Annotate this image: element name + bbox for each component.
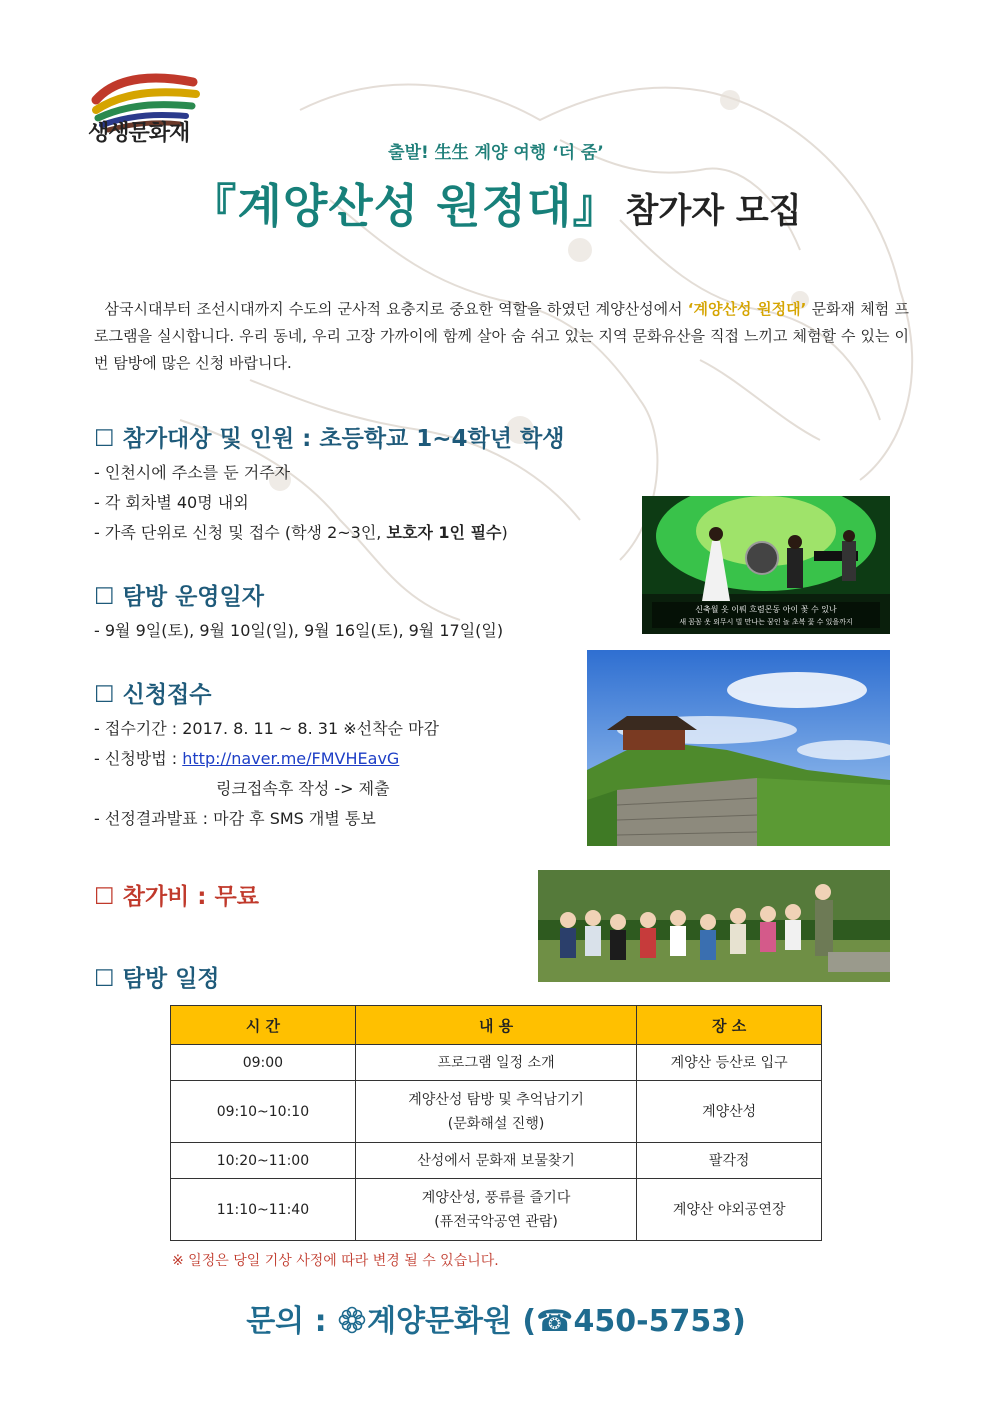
- target-item-2: - 각 회차별 40명 내외: [94, 493, 249, 512]
- table-row: [171, 1045, 822, 1081]
- apply-method: [94, 746, 399, 769]
- apply-result: - 선정결과발표 : 마감 후 SMS 개별 통보: [94, 809, 376, 828]
- row-place: 계양산 야외공연장: [637, 1179, 822, 1241]
- row-place: 계양산 등산로 입구: [637, 1045, 822, 1081]
- section-heading-schedule: ☐ 탐방 일정: [94, 966, 220, 992]
- contact-line: [0, 1296, 992, 1340]
- photo-children-group-tour: [538, 870, 890, 982]
- row-content-line-2: (문화해설 진행): [447, 1115, 545, 1132]
- row-content-line-1: 계양산성 탐방 및 추억남기기: [408, 1091, 584, 1108]
- table-header-row: [171, 1006, 822, 1045]
- table-row: [171, 1143, 822, 1179]
- apply-period: - 접수기간 : 2017. 8. 11 ~ 8. 31 ※선착순 마감: [94, 719, 439, 738]
- row-content: 프로그램 일정 소개: [355, 1045, 636, 1081]
- apply-link[interactable]: http://naver.me/FMVHEavG: [182, 749, 400, 768]
- row-content: [355, 1179, 636, 1241]
- intro-paragraph: [94, 296, 909, 377]
- contact-prefix: 문의 :: [246, 1304, 338, 1339]
- contact-phone: (☎450-5753): [522, 1304, 746, 1339]
- page-title: [0, 170, 992, 236]
- target-item-3: [94, 520, 508, 543]
- guardian-required: 보호자 1인 필수: [386, 523, 502, 542]
- target-item-3-suffix: ): [501, 523, 508, 542]
- table-row: [171, 1179, 822, 1241]
- apply-method-label: - 신청방법 :: [94, 749, 183, 768]
- row-content: 산성에서 문화재 보물찾기: [355, 1143, 636, 1179]
- section-heading-fee: ☐ 참가비 : 무료: [94, 884, 259, 910]
- dates-item: - 9월 9일(토), 9월 10일(일), 9월 16일(토), 9월 17일(일): [94, 621, 504, 640]
- row-time: 09:10~10:10: [171, 1081, 356, 1143]
- section-heading-dates: ☐ 탐방 운영일자: [94, 584, 264, 610]
- header-content: 내 용: [355, 1006, 636, 1045]
- intro-text-before: 삼국시대부터 조선시대까지 수도의 군사적 요충지로 중요한 역할을 하였던 계양산성에서: [104, 300, 688, 318]
- logo-text: 생생문화재: [88, 121, 190, 146]
- subtitle: 출발! 生生 계양 여행 ‘더 줌’: [388, 143, 604, 163]
- row-time: 10:20~11:00: [171, 1143, 356, 1179]
- title-main: 『계양산성 원정대』: [190, 179, 620, 233]
- intro-text-after: 문화재 체험 프로그램을 실시합니다. 우리 동네, 우리 고장 가까이에 함께 살아 숨 쉬고 있는 지역 문화유산을 직접 느끼고 체험할 수 있는 이번 탐방에 많은 신청 바랍니다.: [94, 300, 909, 372]
- photo-fortress-wall: [587, 650, 890, 846]
- table-row: [171, 1081, 822, 1143]
- header-time: 시 간: [171, 1006, 356, 1045]
- photo-stage-performance: [642, 496, 890, 634]
- target-item-1: - 인천시에 주소를 둔 거주자: [94, 463, 291, 482]
- weather-note: ※ 일정은 당일 기상 사정에 따라 변경 될 수 있습니다.: [172, 1253, 499, 1269]
- header-place: 장 소: [637, 1006, 822, 1045]
- flower-emblem-icon: [337, 1305, 367, 1335]
- row-time: 09:00: [171, 1045, 356, 1081]
- apply-method-note: 링크접속후 작성 -> 제출: [216, 779, 390, 798]
- row-content-line-1: 계양산성, 풍류를 즐기다: [421, 1189, 571, 1206]
- section-heading-target: ☐ 참가대상 및 인원 : 초등학교 1~4학년 학생: [94, 426, 565, 452]
- row-time: 11:10~11:40: [171, 1179, 356, 1241]
- row-content-line-2: (퓨전국악공연 관람): [434, 1213, 558, 1230]
- section-heading-apply: ☐ 신청접수: [94, 682, 212, 708]
- row-place: 팔각정: [637, 1143, 822, 1179]
- target-item-3-prefix: - 가족 단위로 신청 및 접수 (학생 2~3인,: [94, 523, 387, 542]
- schedule-table: [170, 1005, 822, 1241]
- intro-highlight: ‘계양산성 원정대’: [687, 300, 807, 318]
- stage-caption-2: 새 꼼꼼 옷 외무시 빌 만나는 꿈인 놀 초복 꽃 수 있을까지: [679, 618, 853, 626]
- title-tail: 참가자 모집: [625, 191, 802, 231]
- contact-org: 계양문화원: [367, 1304, 512, 1339]
- stage-caption-1: 신축월 옷 이뤄 흐렴몬동 아이 꽃 수 있나: [695, 605, 837, 614]
- row-content: [355, 1081, 636, 1143]
- row-place: 계양산성: [637, 1081, 822, 1143]
